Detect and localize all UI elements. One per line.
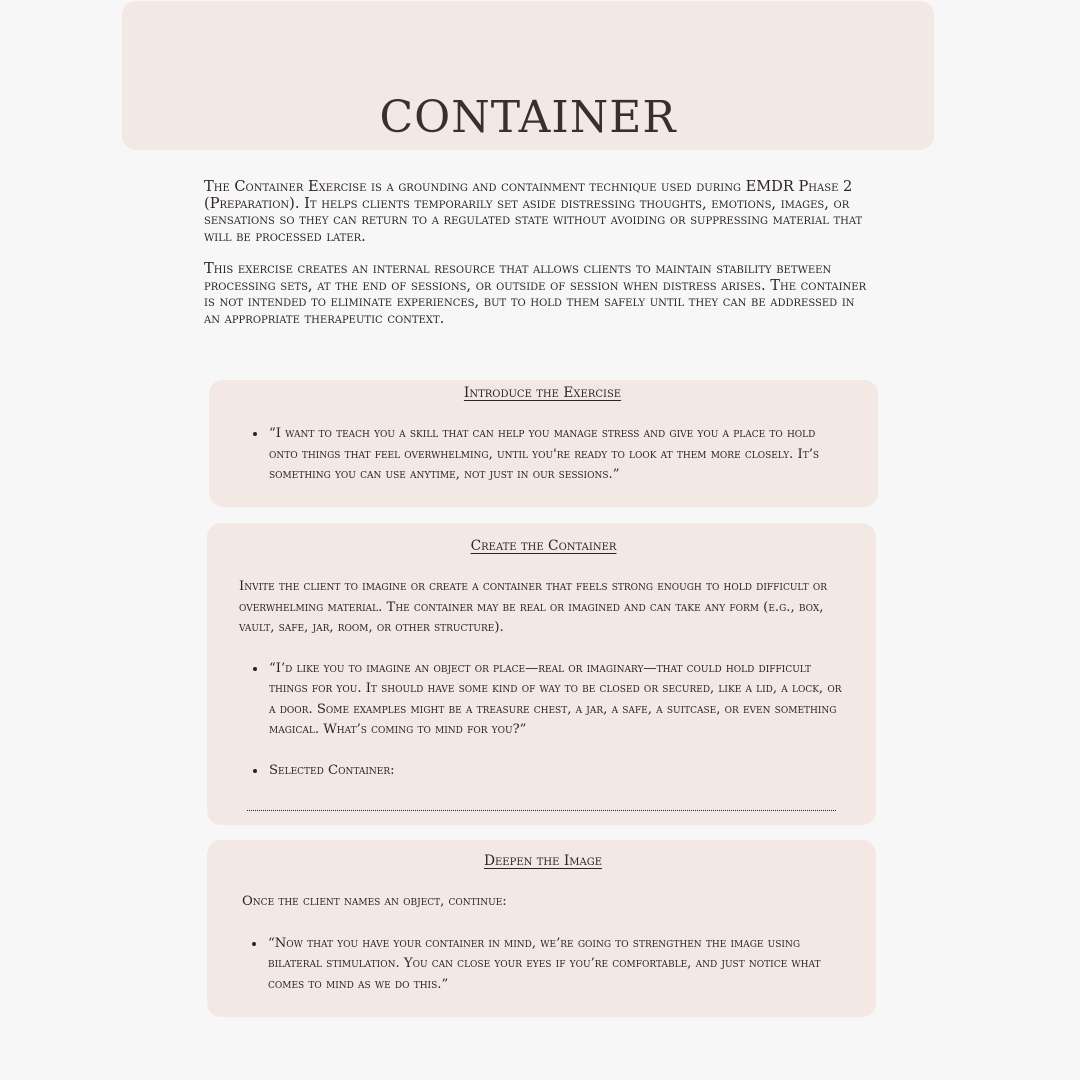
intro-section [204,179,874,343]
page-title: CONTAINER [379,92,677,143]
section-title: Introduce the Exercise [463,385,622,401]
bullet-list [239,659,848,782]
intro-paragraph: The Container Exercise is a grounding and containment technique used during EMDR Phase 2 (Preparation). It helps clients temporarily set aside distressing thoughts, emotions, images, or sensations so they can return to a regulated state without avoiding or suppressing material that will be processed later. [204,178,863,245]
section-description: Once the client names an object, continue: [242,894,507,909]
section-title: Create the Container [470,538,617,554]
section-deepen-image [207,840,876,1017]
section-introduce-exercise [209,380,878,507]
intro-paragraph: This exercise creates an internal resource that allows clients to maintain stability between processing sets, at the end of sessions, or outside of session when distress arises. The container is not intended to eliminate experiences, but to hold them safely until they can be addressed in an appropriate therapeutic context. [204,260,867,327]
list-item: • “Now that you have your container in mind, we’re going to strengthen the image using bilateral stimulation. You can close your eyes if you’re comfortable, and just notice what comes to mind as we do this.” [266,934,844,996]
bullet-list [239,424,846,486]
bullet-list [242,934,844,996]
selected-container-label: • Selected Container: [267,761,848,782]
section-title: Deepen the Image [483,853,603,869]
section-description: Invite the client to imagine or create a container that feels strong enough to hold difficult or overwhelming material. The container may be real or imagined and can take any form (e.g., box, vault, safe, jar, room, or other structure). [239,579,828,635]
list-item: • “I’d like you to imagine an object or place—real or imaginary—that could hold difficult things for you. It should have some kind of way to be closed or secured, like a lid, a lock, or a door. Some examples might be a treasure chest, a jar, a safe, a suitcase, or even something magical. What’s coming to mind for you?” [267,659,848,741]
header-banner [122,1,934,150]
selected-container-fill-line[interactable] [247,810,836,811]
list-item: • “I want to teach you a skill that can help you manage stress and give you a place to hold onto things that feel overwhelming, until you're ready to look at them more closely. It’s something you can use anytime, not just in our sessions.” [267,424,846,486]
section-create-container [207,523,876,825]
